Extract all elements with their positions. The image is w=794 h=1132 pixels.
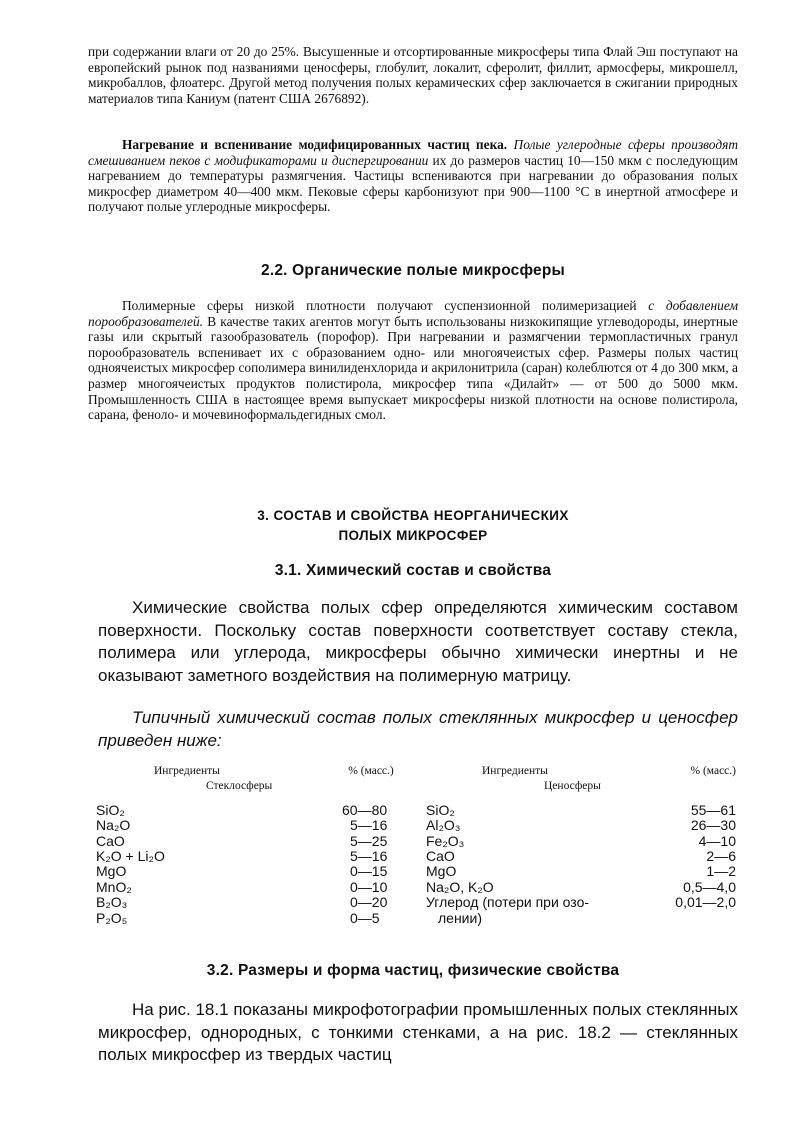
table-header-ingredients-left: Ингредиенты Стеклосферы — [154, 765, 273, 793]
table-row: Na₂O 5—16 Al₂O₃ 26—30 — [96, 817, 736, 834]
composition-table — [96, 764, 736, 926]
paragraph-figures: На рис. 18.1 показаны микрофотографии промышленных полых стеклянных микросфер, однородных, с тонкими стенками, а на рис. 18.2 — стеклянных полых микросфер из твердых частиц — [98, 1000, 738, 1064]
section-heading-2-2: 2.2. Органические полые микросферы — [261, 262, 565, 279]
section-heading-3-1: 3.1. Химический состав и свойства — [274, 562, 552, 579]
table-header-percent-right: % (масс.) — [690, 765, 736, 777]
table-row: K₂O + Li₂O 5—16 CaO 2—6 — [96, 848, 736, 865]
table-header-ingredients-right: Ингредиенты Ценосферы — [482, 765, 601, 793]
section-heading-3-2: 3.2. Размеры и форма частиц, физические свойства — [206, 962, 620, 979]
paragraph-italic: Полые углеродные сферы производят смешиванием пеков с модификаторами и диспергировании — [88, 137, 738, 168]
table-row: MnO₂ 0—10 Na₂O, K₂O 0,5—4,0 — [96, 878, 736, 895]
table-row: CaO 5—25 Fe₂O₃ 4—10 — [96, 832, 736, 849]
table-row: B₂O₃ 0—20 Углерод (потери при озо- 0,01—2,0 — [96, 894, 736, 911]
paragraph-typical-composition: Типичный химический состав полых стеклянных микросфер и ценосфер приведен ниже: — [98, 708, 738, 750]
paragraph-rest: их до размеров частиц 10—150 мкм с последующим нагреванием до температуры размягчения. Частицы вспениваются при нагревании до образования полых микросфер диаметром 40—400 мкм. Пековые сферы карбонизуют при 900—1100 °С в инертной атмосфере и получают полые углеродные микросферы. — [88, 152, 738, 215]
paragraph-microspheres-market: при содержании влаги от 20 до 25%. Высушенные и отсортированные микросферы типа Флай Эш поступают на европейский рынок под названиями ценосферы, глобулит, локалит, сферолит, филлит, армосферы, микрошелл, микробаллов, флоатерс. Другой метод получения полых керамических сфер заключается в сжигании природных материалов типа Каниум (патент США 2676892). — [88, 44, 738, 106]
table-header-percent-left: % (масс.) — [348, 765, 394, 777]
table-row: MgO 0—15 MgO 1—2 — [96, 863, 736, 880]
section-heading-3: 3. СОСТАВ И СВОЙСТВА НЕОРГАНИЧЕСКИХ ПОЛЫХ МИКРОСФЕР — [257, 508, 569, 543]
paragraph-pitch-heating — [88, 137, 738, 215]
paragraph-lead: Нагревание и вспенивание модифицированных частиц пека. — [122, 137, 508, 152]
table-header-row — [96, 764, 736, 795]
paragraph-polymer-spheres: Полимерные сферы низкой плотности получают суспензионной полимеризацией с добавлением порообразователей. В качестве таких агентов могут быть использованы низкокипящие углеводороды, инертные газы или скрытый газообразователь (порофор). При нагревании и размягчении термопластичных гранул порообразователь вспенивает их с образованием одно- или многоячеистых сфер. Размеры полых частиц одноячеистых микросфер сополимера винилиденхлорида и акрилонитрила (саран) колеблются от 4 до 300 мкм, а размер многоячеистых продуктов полистирола, микросфер типа «Дилайт» — от 500 до 5000 мкм. Промышленность США в настоящее время выпускает микросферы низкой плотности на основе полистирола, сарана, феноло- и мочевиноформальдегидных смол. — [88, 298, 738, 423]
table-row: P₂O₅ 0—5 лении) — [96, 909, 482, 926]
table-row: SiO₂ 60—80 SiO₂ 55—61 — [96, 801, 736, 818]
paragraph-chemical-properties: Химические свойства полых сфер определяются химическим составом поверхности. Поскольку состав поверхности соответствует составу стекла, полимера или углерода, микросферы обычно химически инертны и не оказывают заметного воздействия на полимерную матрицу. — [98, 598, 738, 685]
